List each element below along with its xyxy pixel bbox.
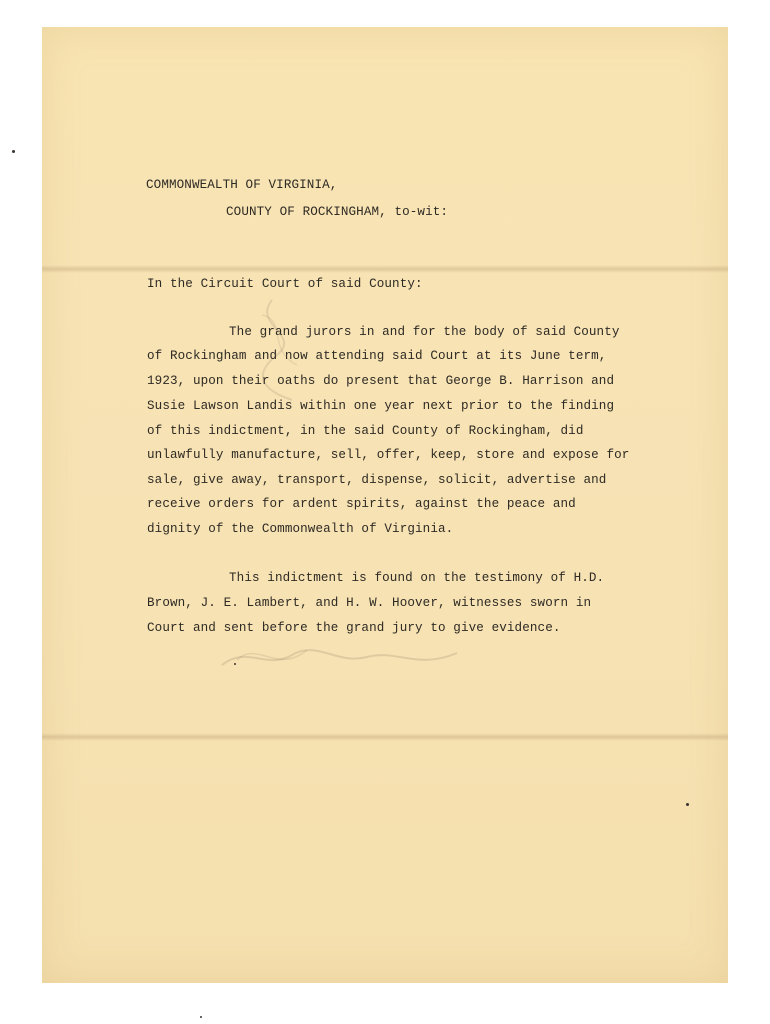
paper-fold-upper xyxy=(42,265,728,273)
paragraph-line: Brown, J. E. Lambert, and H. W. Hoover, witnesses sworn in xyxy=(147,596,592,610)
ink-speck xyxy=(12,150,15,153)
paragraph-line: This indictment is found on the testimony of H.D. xyxy=(229,571,605,585)
ink-speck xyxy=(686,803,689,806)
court-line: In the Circuit Court of said County: xyxy=(147,277,423,291)
ink-speck xyxy=(234,663,236,665)
paragraph-line: Susie Lawson Landis within one year next prior to the finding xyxy=(147,399,615,413)
heading-county: COUNTY OF ROCKINGHAM, to-wit: xyxy=(226,205,449,219)
paragraph-line: of this indictment, in the said County of Rockingham, did xyxy=(147,424,584,438)
paragraph-line: sale, give away, transport, dispense, solicit, advertise and xyxy=(147,473,607,487)
paragraph-line: dignity of the Commonwealth of Virginia. xyxy=(147,522,454,536)
paragraph-line: The grand jurors in and for the body of said County xyxy=(229,325,620,339)
paragraph-line: receive orders for ardent spirits, against the peace and xyxy=(147,497,576,511)
ink-speck xyxy=(200,1016,202,1018)
heading-commonwealth: COMMONWEALTH OF VIRGINIA, xyxy=(146,178,338,192)
faint-signature xyxy=(217,635,467,675)
paragraph-line: Court and sent before the grand jury to give evidence. xyxy=(147,621,561,635)
paragraph-line: of Rockingham and now attending said Court at its June term, xyxy=(147,349,607,363)
paragraph-line: 1923, upon their oaths do present that George B. Harrison and xyxy=(147,374,615,388)
paper-fold-lower xyxy=(42,733,728,741)
paragraph-line: unlawfully manufacture, sell, offer, keep, store and expose for xyxy=(147,448,630,462)
